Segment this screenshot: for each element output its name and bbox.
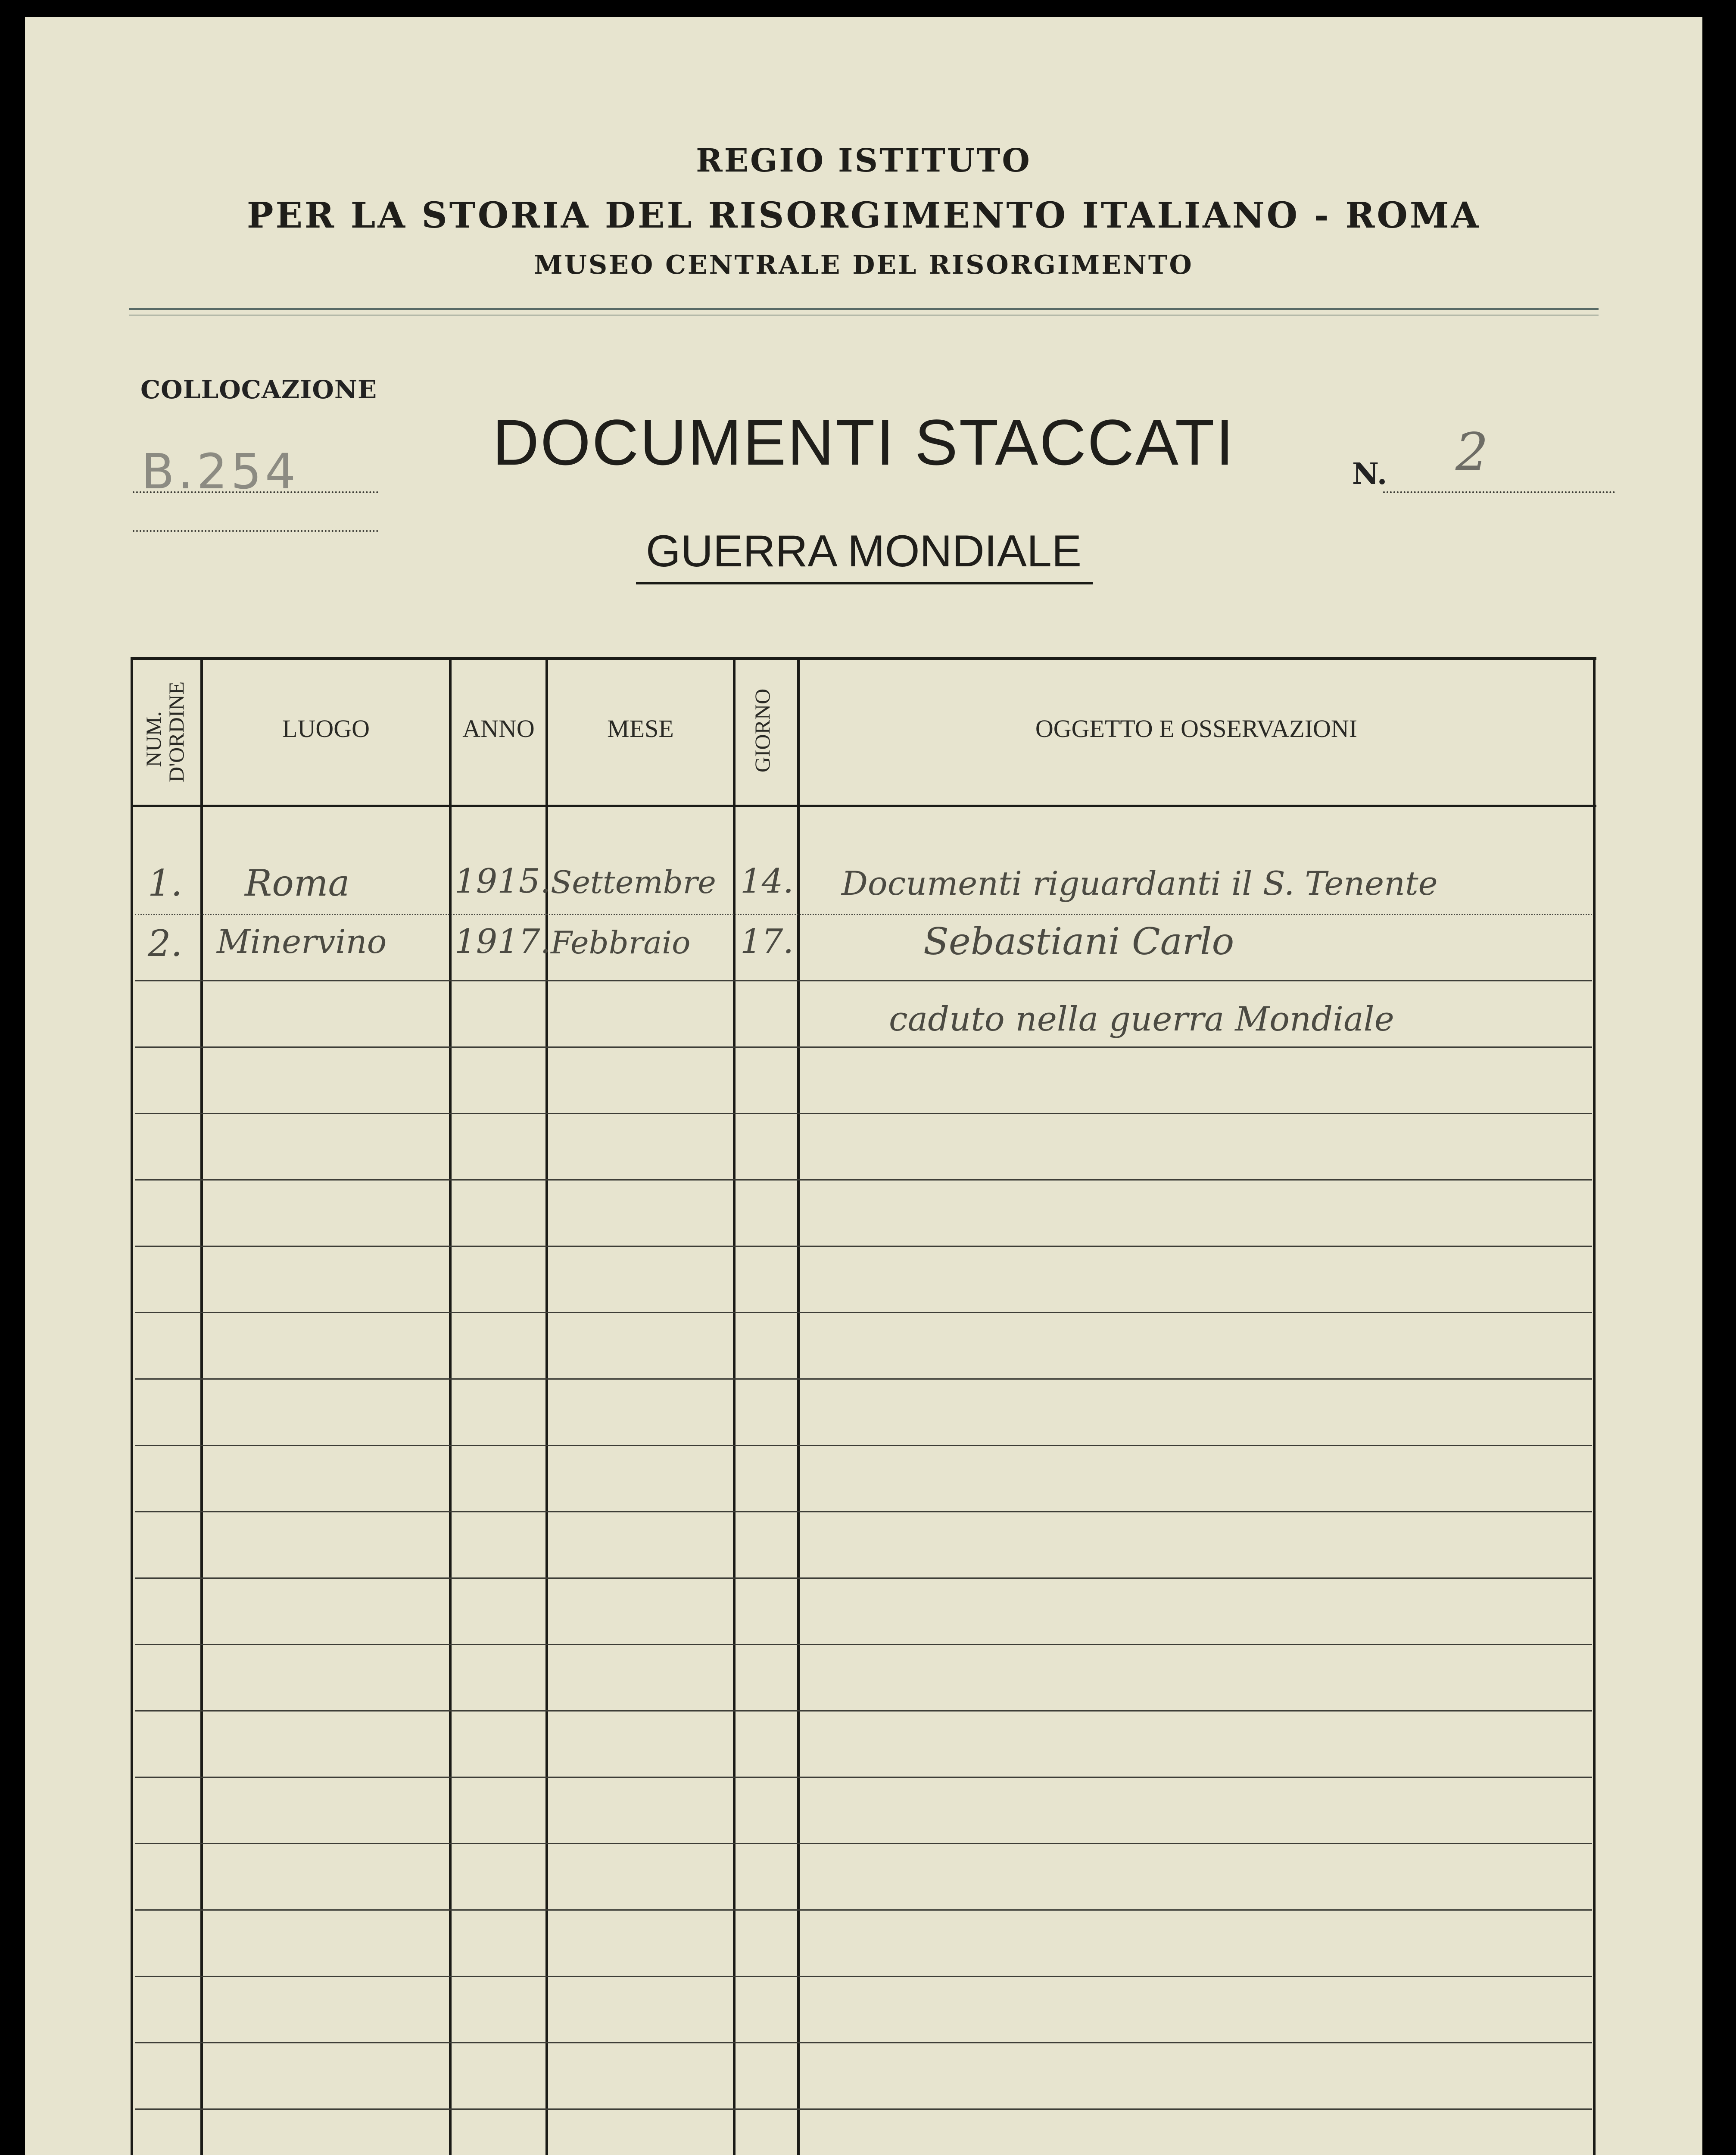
rule-12 [135,1644,1592,1645]
table-border-right [1593,657,1596,2155]
institute-subtitle: PER LA STORIA DEL RISORGIMENTO ITALIANO - ROMA [246,195,1481,236]
row2-num: 2. [148,922,183,965]
rule-16 [135,1909,1592,1911]
institute-name: REGIO ISTITUTO [696,142,1032,179]
col-divider-giorno [797,657,800,2155]
header-num: NUM. D'ORDINE [141,681,188,782]
header-luogo: LUOGO [282,714,370,743]
row2-luogo: Minervino [217,922,387,961]
rule-3 [135,1046,1592,1048]
header-mese: MESE [607,714,674,743]
document-sheet [25,17,1702,2155]
row3-oggetto: caduto nella guerra Mondiale [889,1000,1394,1039]
row1-num: 1. [148,862,183,904]
rule-17 [135,1976,1592,1977]
document-title: DOCUMENTI STACCATI [492,406,1235,478]
number-label: N. [1352,457,1387,491]
row1-anno: 1915. [455,862,551,901]
rule-6 [135,1246,1592,1247]
col-divider-num [200,657,203,2155]
number-line [1383,491,1615,493]
rule-11 [135,1577,1592,1579]
register-table [131,657,1596,2155]
rule-5 [135,1179,1592,1181]
table-border-left [131,657,133,2155]
rule-13 [135,1710,1592,1712]
rule-14 [135,1777,1592,1778]
collocazione-label: COLLOCAZIONE [140,375,377,404]
col-divider-luogo [449,657,452,2155]
row1-mese: Settembre [551,864,716,900]
row2-giorno: 17. [740,922,794,961]
number-value: 2 [1455,422,1489,482]
rule-2 [135,980,1592,981]
rule-4 [135,1113,1592,1114]
rule-19 [135,2108,1592,2110]
museum-name: MUSEO CENTRALE DEL RISORGIMENTO [534,250,1194,280]
header-oggetto: OGGETTO E OSSERVAZIONI [1035,714,1358,743]
header-giorno: GIORNO [750,688,774,773]
rule-10 [135,1511,1592,1512]
rule-18 [135,2042,1592,2043]
subtitle-underline [636,582,1093,584]
rule-8 [135,1378,1592,1380]
row2-anno: 1917. [455,922,551,961]
header-anno: ANNO [462,714,535,743]
row2-mese: Febbraio [551,924,691,961]
table-header-border [131,805,1596,807]
document-subtitle: GUERRA MONDIALE [645,526,1082,576]
row1-oggetto: Documenti riguardanti il S. Tenente [842,864,1438,903]
collocazione-value: B.254 [141,444,299,500]
col-divider-mese [733,657,736,2155]
rule-1 [135,914,1592,915]
row1-giorno: 14. [740,862,794,901]
rule-15 [135,1843,1592,1844]
collocazione-line-1 [133,491,378,493]
row1-luogo: Roma [245,862,350,904]
header-rule [129,308,1599,310]
rule-9 [135,1445,1592,1446]
rule-7 [135,1312,1592,1313]
row2-oggetto: Sebastiani Carlo [923,920,1234,963]
